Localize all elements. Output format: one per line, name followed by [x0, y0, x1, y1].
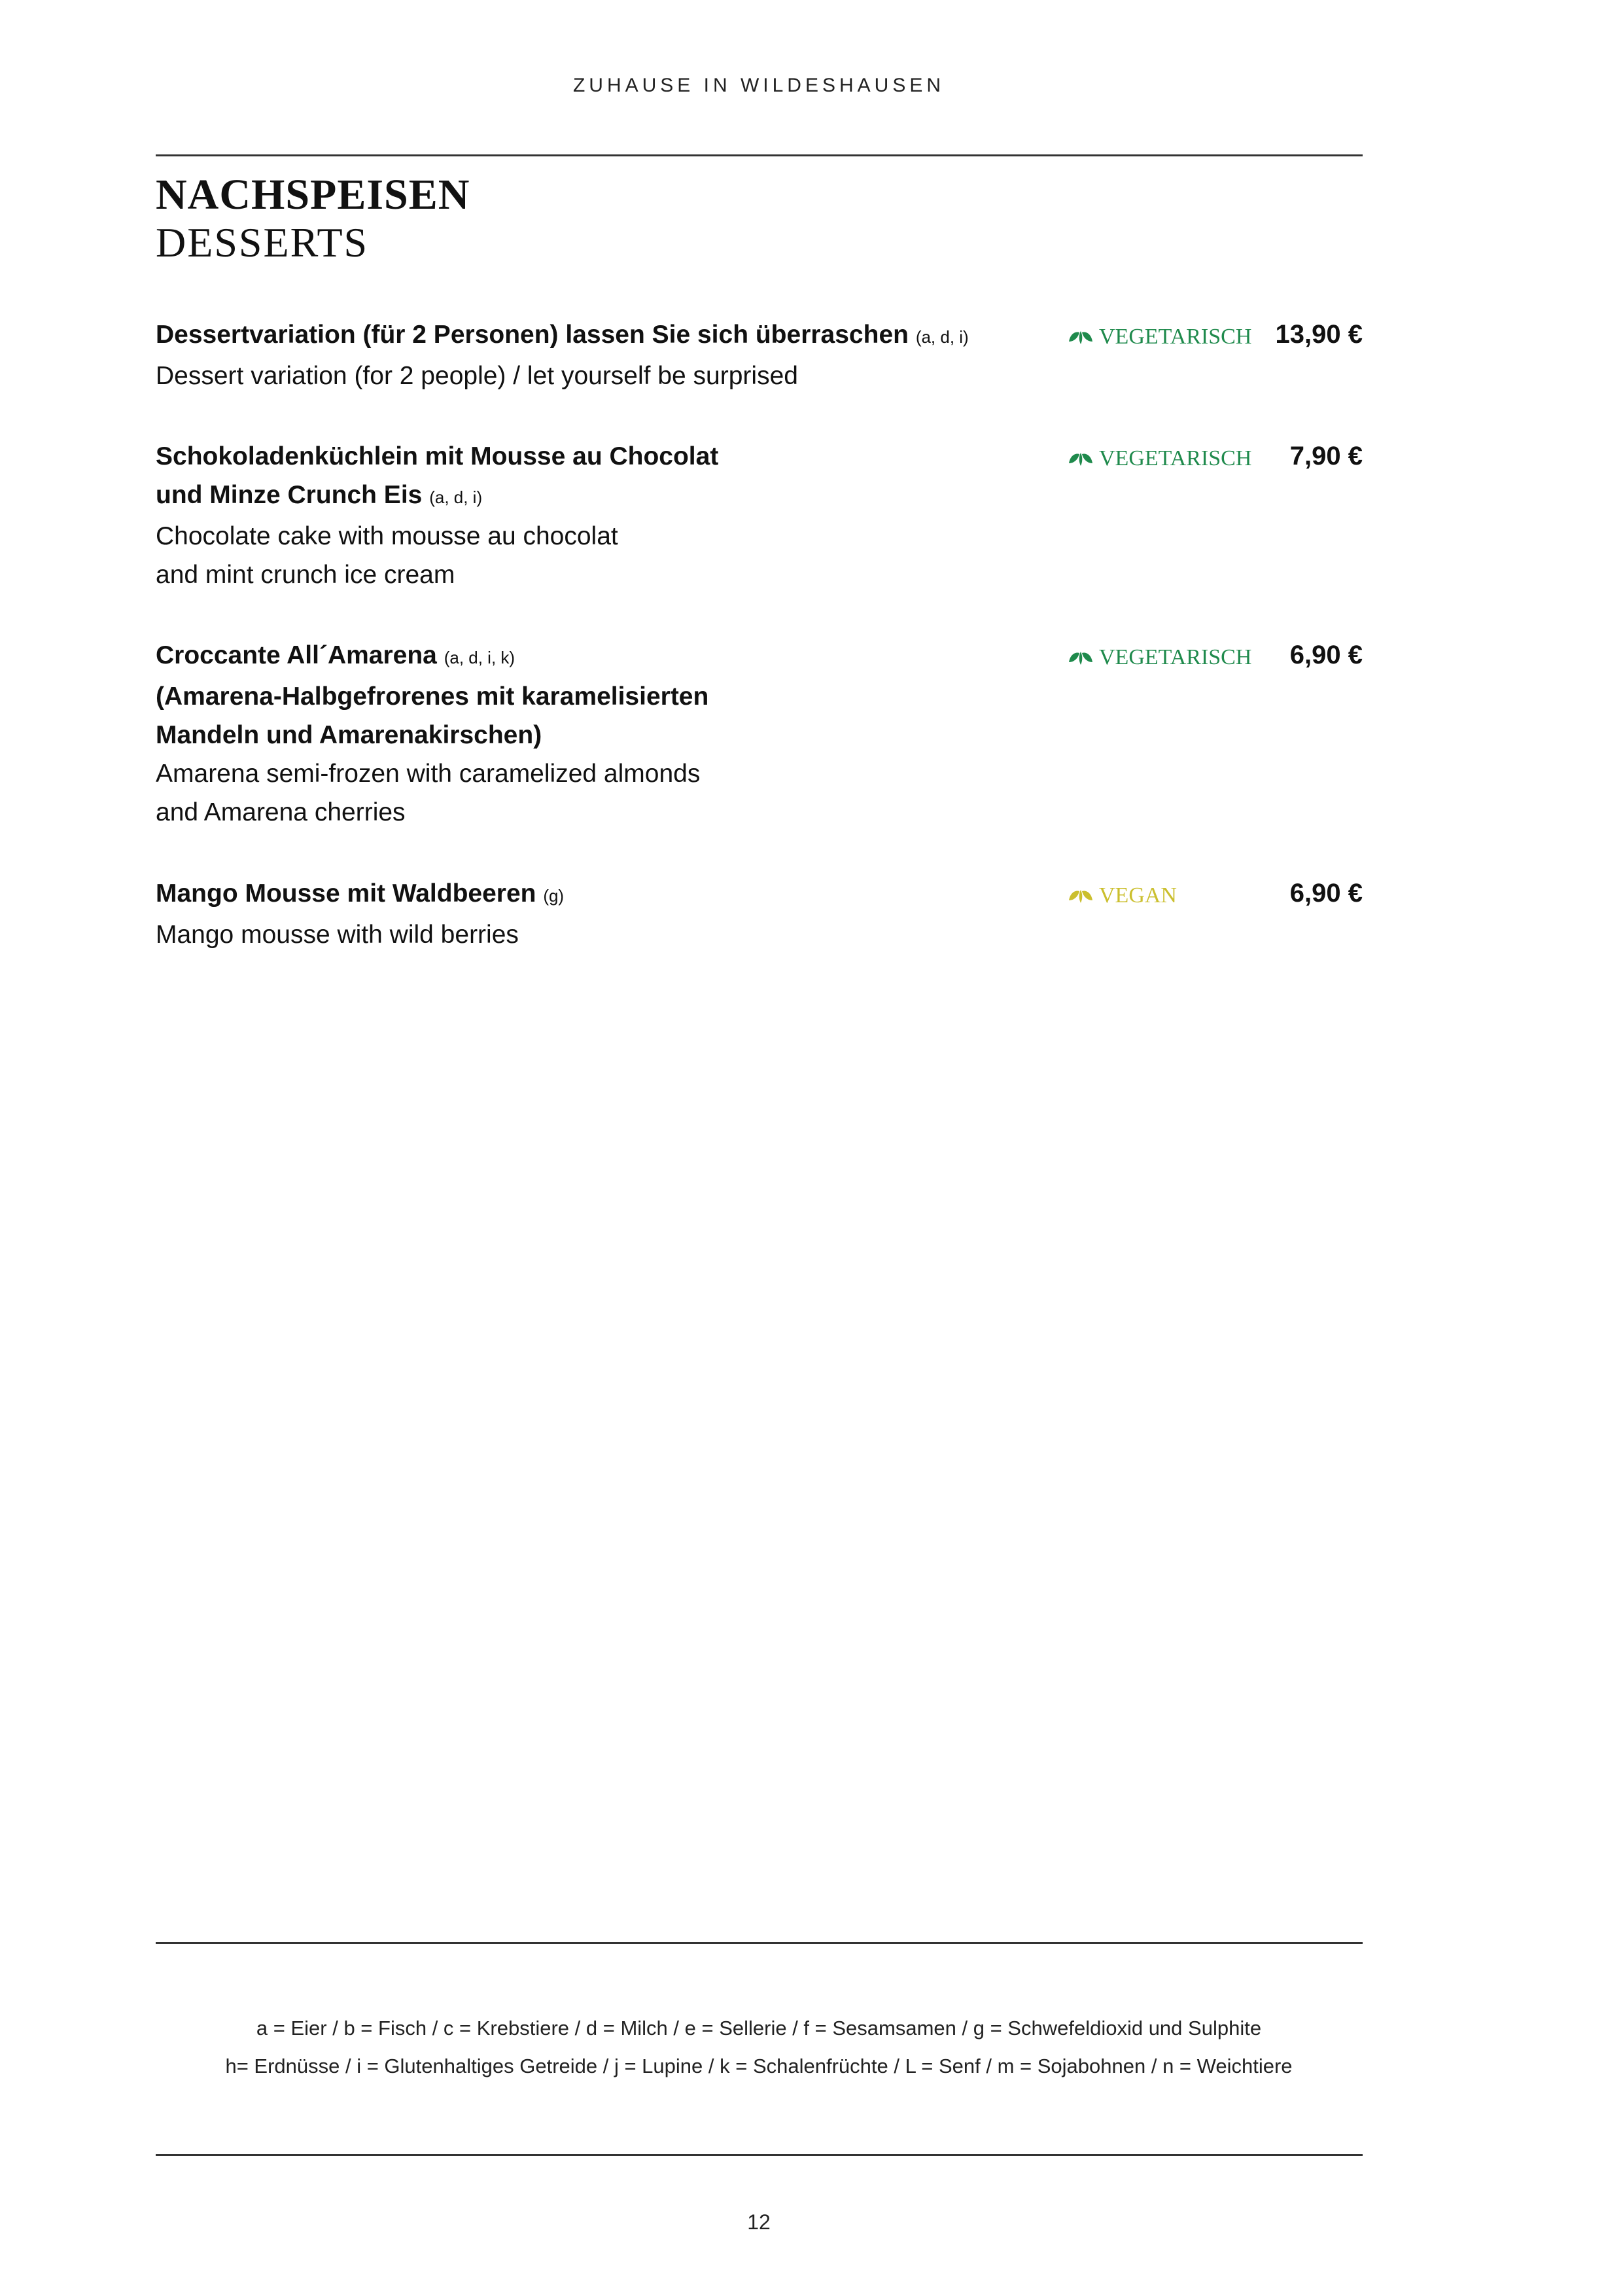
allergen-legend-line-2: h= Erdnüsse / i = Glutenhaltiges Getreide / j = Lupine / k = Schalenfrüchte / L = Senf / m = Sojabohnen / n = Weichtiere	[225, 2055, 1293, 2077]
leaf-icon	[1066, 887, 1095, 904]
diet-badge-vegetarian: VEGETARISCH	[1066, 325, 1251, 349]
leaf-icon	[1066, 649, 1095, 666]
item-price: 6,90 €	[1289, 879, 1363, 908]
item-name-de: Croccante All´Amarena (a, d, i, k)	[156, 641, 515, 669]
menu-item	[156, 874, 1363, 954]
footer-divider-top	[156, 1942, 1363, 1944]
menu-item	[156, 437, 1363, 594]
item-name-de: Mandeln und Amarenakirschen)	[156, 721, 542, 749]
item-name-de: Schokoladenküchlein mit Mousse au Chocolat	[156, 442, 719, 470]
item-price: 13,90 €	[1275, 320, 1363, 349]
item-allergens: (a, d, i)	[429, 487, 483, 507]
item-name-de: Mango Mousse mit Waldbeeren (g)	[156, 879, 565, 908]
menu-item	[156, 315, 1363, 395]
item-allergens: (a, d, i)	[915, 327, 969, 347]
item-name-en: Amarena semi-frozen with caramelized almonds	[156, 760, 701, 788]
diet-badge-vegetarian: VEGETARISCH	[1066, 446, 1251, 471]
item-name-en: Chocolate cake with mousse au chocolat	[156, 522, 618, 550]
diet-badge-vegetarian: VEGETARISCH	[1066, 645, 1251, 670]
item-name-en: Dessert variation (for 2 people) / let yourself be surprised	[156, 362, 798, 390]
footer-divider-bottom	[156, 2154, 1363, 2156]
top-divider	[156, 154, 1363, 156]
item-allergens: (g)	[543, 886, 565, 906]
item-name-en: Mango mousse with wild berries	[156, 921, 519, 949]
allergen-legend-line-1: a = Eier / b = Fisch / c = Krebstiere / d = Milch / e = Sellerie / f = Sesamsamen / g = Schwefeldioxid und Sulphite	[256, 2017, 1262, 2040]
page-number: 12	[747, 2210, 771, 2234]
item-name-de: und Minze Crunch Eis (a, d, i)	[156, 481, 483, 509]
leaf-icon	[1066, 328, 1095, 345]
item-price: 7,90 €	[1289, 442, 1363, 470]
item-allergens: (a, d, i, k)	[444, 648, 515, 667]
item-name-de: Dessertvariation (für 2 Personen) lassen Sie sich überraschen (a, d, i)	[156, 321, 969, 349]
section-title-en: DESSERTS	[156, 219, 369, 266]
page-header: ZUHAUSE IN WILDESHAUSEN	[572, 75, 945, 96]
item-name-en: and mint crunch ice cream	[156, 561, 455, 589]
item-price: 6,90 €	[1289, 641, 1363, 669]
diet-badge-vegan: VEGAN	[1066, 883, 1177, 908]
item-name-en: and Amarena cherries	[156, 798, 406, 826]
item-name-de: (Amarena-Halbgefrorenes mit karamelisierten	[156, 682, 709, 711]
leaf-icon	[1066, 450, 1095, 467]
section-title-de: NACHSPEISEN	[156, 171, 470, 219]
menu-item	[156, 636, 1363, 832]
